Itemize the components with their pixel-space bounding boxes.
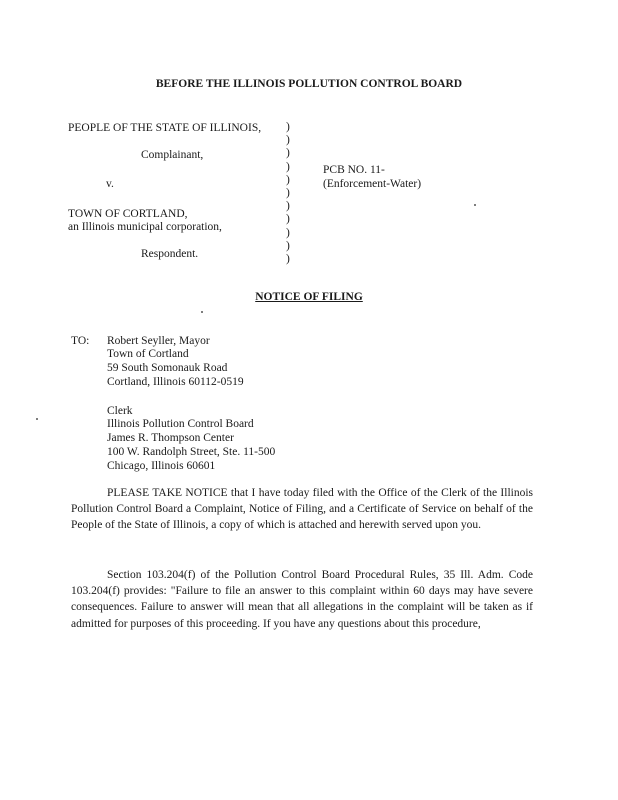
notice-title: NOTICE OF FILING xyxy=(255,291,363,303)
address-line: James R. Thompson Center xyxy=(107,432,234,444)
brace-mark: ) xyxy=(286,226,290,239)
brace-mark: ) xyxy=(286,173,290,186)
notice-paragraph xyxy=(71,485,533,534)
versus-label: v. xyxy=(106,178,114,190)
brace-mark: ) xyxy=(286,134,290,147)
address-line: Robert Seyller, Mayor xyxy=(107,335,210,347)
brace-mark: ) xyxy=(286,213,290,226)
address-line: 59 South Somonauk Road xyxy=(107,362,228,374)
brace-mark: ) xyxy=(286,200,290,213)
plaintiff-name: PEOPLE OF THE STATE OF ILLINOIS, xyxy=(68,122,262,134)
brace-mark: ) xyxy=(286,239,290,252)
brace-mark: ) xyxy=(286,121,290,133)
brace-mark: ) xyxy=(286,187,290,200)
brace-mark: ) xyxy=(286,147,290,160)
respondent-label: Respondent. xyxy=(141,248,199,260)
defendant-description: an Illinois municipal corporation, xyxy=(68,221,222,233)
board-title: BEFORE THE ILLINOIS POLLUTION CONTROL BOARD xyxy=(155,78,463,90)
procedural-rules-text: Section 103.204(f) of the Pollution Control Board Procedural Rules, 35 Ill. Adm. Code 103.204(f) provides: "Failure to file an answer to this complaint within 60 days may have severe consequences. Failure to answer will mean that all allegations in the complaint will be taken as if admitted for purposes of this proceeding. If you have any questions about this procedure, xyxy=(71,569,533,630)
case-number: PCB NO. 11- xyxy=(323,164,385,176)
brace-mark: ) xyxy=(286,160,290,173)
to-label: TO: xyxy=(71,335,90,347)
caption-brace xyxy=(286,121,296,266)
address-line: Town of Cortland xyxy=(107,348,189,360)
address-line: Illinois Pollution Control Board xyxy=(107,418,254,430)
scan-speck xyxy=(36,418,38,420)
scan-speck xyxy=(201,311,203,313)
scan-speck xyxy=(474,204,476,206)
address-line: Chicago, Illinois 60601 xyxy=(107,460,216,472)
procedural-rules-paragraph xyxy=(71,567,533,632)
notice-paragraph-text: PLEASE TAKE NOTICE that I have today filed with the Office of the Clerk of the Illinois Pollution Control Board a Complaint, Notice of Filing, and a Certificate of Service on behalf of the People of the State of Illinois, a copy of which is attached and herewith served upon you. xyxy=(71,487,533,532)
address-line: 100 W. Randolph Street, Ste. 11-500 xyxy=(107,446,276,458)
address-line: Clerk xyxy=(107,405,133,417)
address-line: Cortland, Illinois 60112-0519 xyxy=(107,376,244,388)
brace-mark: ) xyxy=(286,253,290,266)
complainant-label: Complainant, xyxy=(141,149,204,161)
defendant-name: TOWN OF CORTLAND, xyxy=(68,208,188,220)
case-type: (Enforcement-Water) xyxy=(323,178,422,190)
